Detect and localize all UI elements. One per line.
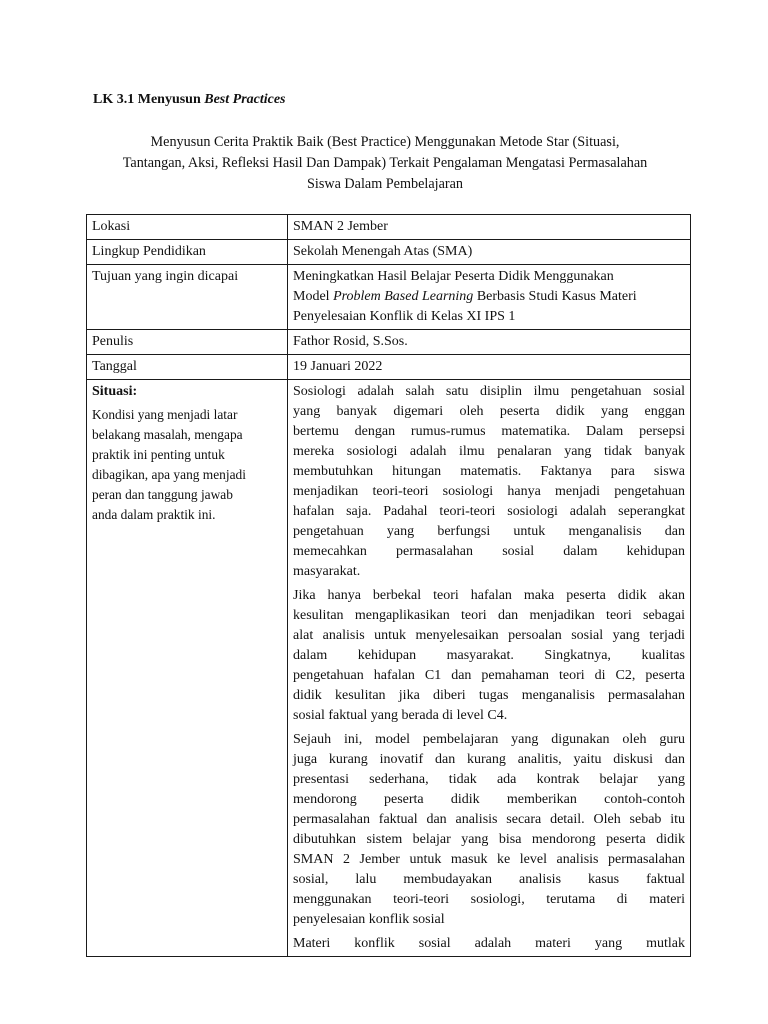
paragraph-line: permasalahan faktual dan analisis secara detail. Oleh sebab itu xyxy=(293,812,685,827)
intro-title xyxy=(88,132,682,195)
tujuan-text: Berbasis Studi Kasus Materi xyxy=(473,289,637,304)
paragraph-line: Jika hanya berbekal teori hafalan maka peserta didik akan xyxy=(293,588,685,603)
intro-line: Siswa Dalam Pembelajaran xyxy=(306,176,463,192)
table-row xyxy=(87,215,691,240)
situasi-paragraph-3 xyxy=(293,730,685,930)
tujuan-label: Tujuan yang ingin dicapai xyxy=(87,265,288,330)
paragraph-line: mendorong peserta didik memberikan contoh-contoh xyxy=(293,792,685,807)
tujuan-value xyxy=(288,265,691,330)
paragraph-line: Materi konflik sosial adalah materi yang mutlak xyxy=(293,936,685,951)
intro-line: Menyusun Cerita Praktik Baik (Best Practice) Menggunakan Metode Star (Situasi, xyxy=(150,134,620,150)
tujuan-text: Model xyxy=(293,289,334,304)
paragraph-line: Sejauh ini, model pembelajaran yang digunakan oleh guru xyxy=(293,732,685,747)
description-line: Kondisi yang menjadi latar xyxy=(92,407,238,422)
tujuan-line: Penyelesaian Konflik di Kelas XI IPS 1 xyxy=(293,309,516,324)
paragraph-line: sosial faktual yang berada di level C4. xyxy=(293,708,508,723)
paragraph-line: pengetahuan yang berfungsi untuk menganalisis dan xyxy=(293,524,685,539)
table-row xyxy=(87,380,691,957)
tujuan-line xyxy=(293,287,685,307)
paragraph-line: kesulitan mengaplikasikan teori dan menjadikan teori sebagai xyxy=(293,608,685,623)
paragraph-line: didik kesulitan jika diberi tugas menganalisis permasalahan xyxy=(293,688,685,703)
paragraph-line: dalam kehidupan masyarakat. Singkatnya, kualitas xyxy=(293,648,685,663)
paragraph-line: Sosiologi adalah salah satu disiplin ilmu pengetahuan sosial xyxy=(293,384,685,399)
intro-line: Tantangan, Aksi, Refleksi Hasil Dan Dampak) Terkait Pengalaman Mengatasi Permasalahan xyxy=(122,155,648,171)
paragraph-line: alat analisis untuk menyelesaikan persoalan sosial yang terjadi xyxy=(293,628,685,643)
situasi-description xyxy=(92,405,282,525)
situasi-paragraph-2 xyxy=(293,586,685,726)
heading-prefix: LK 3.1 Menyusun xyxy=(93,92,205,107)
paragraph-line: menggunakan teori-teori sosiologi, terutama di materi xyxy=(293,892,685,907)
paragraph-line: dibutuhkan sistem belajar yang bisa mendorong peserta didik xyxy=(293,832,685,847)
paragraph-line: membutuhkan hitungan matematis. Faktanya para siswa xyxy=(293,464,685,479)
paragraph-line: juga kurang inovatif dan kurang analitis, yaitu diskusi dan xyxy=(293,752,685,767)
description-line: belakang masalah, mengapa xyxy=(92,427,243,442)
table-row xyxy=(87,355,691,380)
worksheet-heading xyxy=(93,90,286,110)
table-row xyxy=(87,330,691,355)
paragraph-line: menjadikan teori-teori sosiologi hanya menjadi pengetahuan xyxy=(293,484,685,499)
paragraph-line: presentasi sederhana, tidak ada kontrak belajar yang xyxy=(293,772,685,787)
penulis-label: Penulis xyxy=(87,330,288,355)
tujuan-italic-text: Problem Based Learning xyxy=(333,289,474,304)
penulis-value: Fathor Rosid, S.Sos. xyxy=(288,330,691,355)
paragraph-line: yang banyak digemari oleh peserta didik yang enggan xyxy=(293,404,685,419)
tanggal-value: 19 Januari 2022 xyxy=(288,355,691,380)
situasi-label-cell xyxy=(87,380,288,957)
best-practice-table xyxy=(86,214,691,957)
paragraph-line: memecahkan permasalahan sosial dalam kehidupan xyxy=(293,544,685,559)
table-row xyxy=(87,240,691,265)
paragraph-line: hafalan saja. Padahal teori-teori sosiologi adalah seperangkat xyxy=(293,504,685,519)
paragraph-line: sosial, lalu membudayakan analisis kasus faktual xyxy=(293,872,685,887)
description-line: peran dan tanggung jawab xyxy=(92,487,233,502)
situasi-text xyxy=(288,380,691,957)
paragraph-line: SMAN 2 Jember untuk masuk ke level analisis permasalahan xyxy=(293,852,685,867)
paragraph-line: bertemu dengan rumus-rumus matematika. Dalam persepsi xyxy=(293,424,685,439)
situasi-paragraph-1 xyxy=(293,382,685,582)
tanggal-label: Tanggal xyxy=(87,355,288,380)
situasi-paragraph-4 xyxy=(293,934,685,954)
paragraph-line: penyelesaian konflik sosial xyxy=(293,912,445,927)
paragraph-line: pengetahuan hafalan C1 dan pemahaman teori di C2, peserta xyxy=(293,668,685,683)
table-row xyxy=(87,265,691,330)
lokasi-value: SMAN 2 Jember xyxy=(288,215,691,240)
heading-italic: Best Practices xyxy=(204,92,286,107)
tujuan-line: Meningkatkan Hasil Belajar Peserta Didik Menggunakan xyxy=(293,269,614,284)
description-line: anda dalam praktik ini. xyxy=(92,507,216,522)
paragraph-line: mereka sosiologi adalah ilmu penalaran yang tidak banyak xyxy=(293,444,685,459)
lingkup-value: Sekolah Menengah Atas (SMA) xyxy=(288,240,691,265)
lingkup-label: Lingkup Pendidikan xyxy=(87,240,288,265)
lokasi-label: Lokasi xyxy=(87,215,288,240)
description-line: praktik ini penting untuk xyxy=(92,447,225,462)
paragraph-line: masyarakat. xyxy=(293,564,361,579)
situasi-label: Situasi: xyxy=(92,384,138,399)
description-line: dibagikan, apa yang menjadi xyxy=(92,467,246,482)
